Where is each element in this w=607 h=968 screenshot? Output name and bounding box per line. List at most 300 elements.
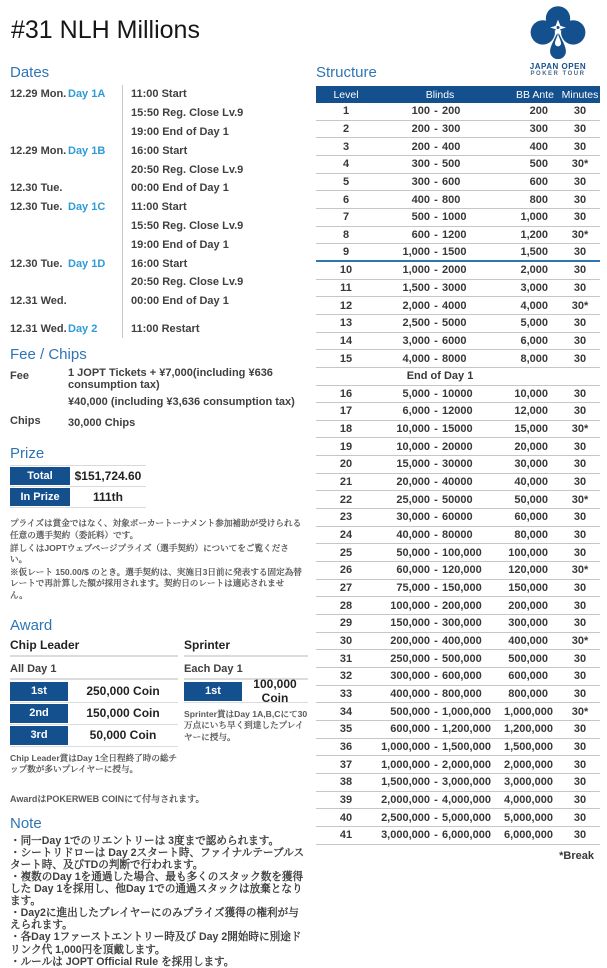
dates-row xyxy=(10,292,308,311)
blinds-dash: - xyxy=(434,317,438,330)
structure-ante-cell: 400 xyxy=(529,140,548,153)
chip-leader-block xyxy=(10,638,178,776)
big-blind-value: 3,000,000 xyxy=(442,776,491,789)
structure-level-row xyxy=(316,509,600,527)
time-label xyxy=(122,311,308,320)
blinds-dash: - xyxy=(434,740,438,753)
big-blind-value: 6,000,000 xyxy=(442,829,491,842)
structure-blinds-cell xyxy=(376,688,504,700)
dates-row xyxy=(10,179,308,198)
structure-level-row xyxy=(316,739,600,757)
blinds-dash: - xyxy=(434,776,438,789)
jopt-club-icon xyxy=(519,5,597,61)
blinds-dash: - xyxy=(434,529,438,542)
structure-blinds-cell xyxy=(376,653,504,665)
blinds-dash: - xyxy=(434,599,438,612)
big-blind-value: 800 xyxy=(442,193,461,206)
date-label: 12.30 Tue. xyxy=(10,182,63,195)
small-blind-value: 300 xyxy=(411,175,430,188)
structure-level-row xyxy=(316,333,600,351)
structure-ante-cell: 1,200,000 xyxy=(504,723,553,736)
big-blind-value: 200 xyxy=(442,105,461,118)
structure-level-row xyxy=(316,633,600,651)
structure-level-cell: 41 xyxy=(339,829,353,842)
structure-level-row xyxy=(316,262,600,280)
structure-level-cell: 12 xyxy=(339,299,353,312)
structure-minutes-cell: 30* xyxy=(571,228,589,241)
structure-blinds-cell xyxy=(376,564,504,576)
structure-minutes-cell: 30 xyxy=(573,140,587,153)
day-label: Day 2 xyxy=(68,322,98,335)
structure-level-row xyxy=(316,297,600,315)
time-label: 11:00 Start xyxy=(122,198,308,217)
structure-level-row xyxy=(316,138,600,156)
small-blind-value: 500 xyxy=(411,211,430,224)
award-rank-value: 50,000 Coin xyxy=(89,728,157,743)
prize-row-value: 111th xyxy=(92,490,124,505)
structure-blinds-cell xyxy=(376,582,504,594)
structure-ante-cell: 10,000 xyxy=(514,387,548,400)
blinds-dash: - xyxy=(434,405,438,418)
dates-row xyxy=(10,198,308,217)
structure-minutes-cell: 30 xyxy=(573,405,587,418)
sprinter-block xyxy=(184,638,308,776)
structure-ante-cell: 2,000 xyxy=(520,264,548,277)
structure-level-row xyxy=(316,527,600,545)
big-blind-value: 2,000,000 xyxy=(442,758,491,771)
dates-table xyxy=(10,85,308,338)
prize-note-line: ※仮レート 150.00/$ のとき。選手契約は、実施日3日前に発表する固定為替レートで再計算した額が採用されます。契約日のレートは適応されません。 xyxy=(10,566,302,600)
award-rank-row xyxy=(10,703,178,725)
prize-row-label: Total xyxy=(10,467,70,485)
structure-minutes-cell: 30 xyxy=(573,529,587,542)
structure-blinds-cell xyxy=(376,335,504,347)
structure-level-row xyxy=(316,580,600,598)
day-label: Day 1D xyxy=(68,257,106,270)
date-label: 12.30 Tue. xyxy=(10,257,63,270)
structure-ante-cell: 30,000 xyxy=(514,458,548,471)
structure-level-row xyxy=(316,756,600,774)
structure-blinds-cell xyxy=(376,812,504,824)
structure-level-cell: 16 xyxy=(339,387,353,400)
blinds-dash: - xyxy=(434,670,438,683)
structure-blinds-cell xyxy=(376,759,504,771)
structure-level-row xyxy=(316,386,600,404)
structure-level-row xyxy=(316,174,600,192)
small-blind-value: 6,000 xyxy=(402,405,430,418)
fee-row-label xyxy=(10,391,68,394)
blinds-dash: - xyxy=(434,105,438,118)
structure-blinds-cell xyxy=(376,511,504,523)
structure-minutes-cell: 30 xyxy=(573,317,587,330)
structure-ante-cell: 2,000,000 xyxy=(504,758,553,771)
structure-blinds-cell xyxy=(376,141,504,153)
prize-note-line: プライズは賞金ではなく、対象ポーカートーナメント参加補助が受けられる任意の選手契約（委託料）です。 xyxy=(10,518,302,540)
structure-level-row xyxy=(316,191,600,209)
structure-minutes-cell: 30 xyxy=(573,652,587,665)
structure-ante-cell: 1,000,000 xyxy=(504,705,553,718)
big-blind-value: 300,000 xyxy=(442,617,482,630)
blinds-dash: - xyxy=(434,193,438,206)
structure-minutes-cell: 30* xyxy=(571,705,589,718)
structure-level-cell: 19 xyxy=(339,440,353,453)
big-blind-value: 80000 xyxy=(442,529,473,542)
structure-level-cell: 20 xyxy=(339,458,353,471)
small-blind-value: 500,000 xyxy=(390,705,430,718)
structure-minutes-cell: 30 xyxy=(573,334,587,347)
dates-row xyxy=(10,235,308,254)
structure-break-footnote: *Break xyxy=(559,849,594,862)
structure-ante-cell: 300 xyxy=(529,122,548,135)
structure-level-row xyxy=(316,209,600,227)
big-blind-value: 20000 xyxy=(442,440,473,453)
structure-minutes-cell: 30 xyxy=(573,458,587,471)
chip-leader-table xyxy=(10,681,178,747)
structure-blinds-cell xyxy=(376,706,504,718)
structure-level-row xyxy=(316,244,600,262)
time-label: 16:00 Start xyxy=(122,254,308,273)
prize-row xyxy=(10,466,146,487)
structure-blinds-cell xyxy=(376,829,504,841)
structure-level-row xyxy=(316,121,600,139)
structure-level-row xyxy=(316,315,600,333)
small-blind-value: 10,000 xyxy=(396,423,430,436)
small-blind-value: 50,000 xyxy=(396,546,430,559)
blinds-dash: - xyxy=(434,811,438,824)
left-column xyxy=(10,64,308,968)
award-rank-label: 3rd xyxy=(10,726,68,745)
structure-ante-cell: 200,000 xyxy=(508,599,548,612)
structure-minutes-cell: 30 xyxy=(573,387,587,400)
structure-ante-cell: 50,000 xyxy=(514,493,548,506)
structure-ante-cell: 40,000 xyxy=(514,476,548,489)
structure-level-row xyxy=(316,280,600,298)
award-rank-row xyxy=(184,677,308,706)
dates-row xyxy=(10,123,308,142)
structure-blinds-cell xyxy=(376,547,504,559)
blinds-dash: - xyxy=(434,264,438,277)
small-blind-value: 300 xyxy=(411,158,430,171)
structure-minutes-cell: 30 xyxy=(573,829,587,842)
big-blind-value: 15000 xyxy=(442,423,473,436)
blinds-dash: - xyxy=(434,122,438,135)
small-blind-value: 600,000 xyxy=(390,723,430,736)
time-label: 20:50 Reg. Close Lv.9 xyxy=(122,273,308,292)
small-blind-value: 300,000 xyxy=(390,670,430,683)
small-blind-value: 3,000 xyxy=(402,334,430,347)
structure-level-row xyxy=(316,156,600,174)
dates-row xyxy=(10,217,308,236)
fee-row xyxy=(10,391,308,412)
blinds-dash: - xyxy=(434,175,438,188)
chip-leader-title: Chip Leader xyxy=(10,638,178,657)
structure-ante-cell: 1,500,000 xyxy=(504,740,553,753)
structure-ante-cell: 150,000 xyxy=(508,582,548,595)
blinds-dash: - xyxy=(434,387,438,400)
small-blind-value: 1,500 xyxy=(402,281,430,294)
structure-minutes-cell: 30 xyxy=(573,599,587,612)
date-label: 12.31 Wed. xyxy=(10,295,67,308)
time-label: 19:00 End of Day 1 xyxy=(122,235,308,254)
structure-level-row xyxy=(316,421,600,439)
small-blind-value: 250,000 xyxy=(390,652,430,665)
structure-level-cell: 8 xyxy=(342,228,350,241)
blinds-dash: - xyxy=(434,758,438,771)
small-blind-value: 20,000 xyxy=(396,476,430,489)
structure-ante-cell: 600 xyxy=(529,175,548,188)
structure-blinds-cell xyxy=(376,635,504,647)
small-blind-value: 15,000 xyxy=(396,458,430,471)
structure-blinds-cell xyxy=(376,600,504,612)
structure-blinds-cell xyxy=(376,476,504,488)
big-blind-value: 12000 xyxy=(442,405,473,418)
structure-minutes-cell: 30 xyxy=(573,617,587,630)
structure-ante-cell: 4,000 xyxy=(520,299,548,312)
blinds-dash: - xyxy=(434,476,438,489)
structure-level-cell: 2 xyxy=(342,122,350,135)
structure-blinds-cell xyxy=(376,282,504,294)
blinds-dash: - xyxy=(434,652,438,665)
small-blind-value: 2,000,000 xyxy=(381,793,430,806)
blinds-dash: - xyxy=(434,158,438,171)
structure-minutes-cell: 30* xyxy=(571,564,589,577)
structure-blinds-cell xyxy=(376,246,504,258)
structure-level-cell: 24 xyxy=(339,529,353,542)
small-blind-value: 2,500,000 xyxy=(381,811,430,824)
time-label: 20:50 Reg. Close Lv.9 xyxy=(122,160,308,179)
note-heading: Note xyxy=(10,814,42,832)
small-blind-value: 1,000,000 xyxy=(381,758,430,771)
blinds-dash: - xyxy=(434,493,438,506)
note-item: ・各Day 1ファーストエントリー時及び Day 2開始時に別途ドリンク代 1,000円を頂戴します。 xyxy=(10,931,302,956)
small-blind-value: 150,000 xyxy=(390,617,430,630)
structure-level-cell: 18 xyxy=(339,423,353,436)
structure-blinds-cell xyxy=(376,353,504,365)
structure-level-cell: 28 xyxy=(339,599,353,612)
structure-ante-cell: 800,000 xyxy=(508,687,548,700)
structure-level-cell: 13 xyxy=(339,317,353,330)
big-blind-value: 200,000 xyxy=(442,599,482,612)
time-label: 15:50 Reg. Close Lv.9 xyxy=(122,104,308,123)
dates-row xyxy=(10,160,308,179)
dates-row xyxy=(10,104,308,123)
structure-ante-cell: 600,000 xyxy=(508,670,548,683)
structure-blinds-cell xyxy=(376,158,504,170)
structure-blinds-cell xyxy=(376,176,504,188)
fee-row xyxy=(10,367,308,391)
structure-blinds-cell xyxy=(376,317,504,329)
small-blind-value: 40,000 xyxy=(396,529,430,542)
structure-ante-cell: 3,000 xyxy=(520,281,548,294)
structure-blinds-cell xyxy=(376,211,504,223)
sprinter-title: Sprinter xyxy=(184,638,308,657)
note-item: ・Day2に進出したプレイヤーにのみプライズ獲得の権利が与えられます。 xyxy=(10,907,299,932)
fee-row-value: ¥40,000 (including ¥3,636 consumption tax) xyxy=(68,395,295,408)
structure-ante-cell: 500 xyxy=(529,158,548,171)
big-blind-value: 1,500,000 xyxy=(442,740,491,753)
blinds-dash: - xyxy=(434,352,438,365)
structure-minutes-cell: 30 xyxy=(573,670,587,683)
small-blind-value: 400,000 xyxy=(390,687,430,700)
time-label: 00:00 End of Day 1 xyxy=(122,179,308,198)
structure-minutes-cell: 30* xyxy=(571,299,589,312)
structure-blinds-cell xyxy=(376,105,504,117)
structure-rows xyxy=(316,103,600,845)
structure-endday-label: End of Day 1 xyxy=(406,370,474,383)
structure-minutes-cell: 30* xyxy=(571,493,589,506)
structure-minutes-cell: 30 xyxy=(573,440,587,453)
structure-level-row xyxy=(316,103,600,121)
structure-minutes-cell: 30* xyxy=(571,635,589,648)
dates-gap-row xyxy=(10,311,308,320)
small-blind-value: 2,500 xyxy=(402,317,430,330)
date-label: 12.29 Mon. xyxy=(10,144,67,157)
structure-minutes-cell: 30 xyxy=(573,582,587,595)
small-blind-value: 3,000,000 xyxy=(381,829,430,842)
structure-level-cell: 27 xyxy=(339,582,353,595)
small-blind-value: 75,000 xyxy=(396,582,430,595)
structure-ante-cell: 1,200 xyxy=(520,228,548,241)
structure-level-row xyxy=(316,792,600,810)
award-rank-value: 100,000 Coin xyxy=(253,677,297,706)
structure-minutes-cell: 30 xyxy=(573,758,587,771)
sprinter-table xyxy=(184,677,308,706)
structure-blinds-cell xyxy=(376,670,504,682)
small-blind-value: 25,000 xyxy=(396,493,430,506)
small-blind-value: 200 xyxy=(411,140,430,153)
big-blind-value: 5,000,000 xyxy=(442,811,491,824)
blinds-dash: - xyxy=(434,334,438,347)
big-blind-value: 600,000 xyxy=(442,670,482,683)
structure-level-row xyxy=(316,703,600,721)
structure-blinds-cell xyxy=(376,194,504,206)
date-label: 12.29 Mon. xyxy=(10,88,67,101)
structure-level-cell: 3 xyxy=(342,140,350,153)
structure-blinds-cell xyxy=(376,229,504,241)
structure-level-row xyxy=(316,809,600,827)
structure-minutes-cell: 30 xyxy=(573,352,587,365)
structure-level-cell: 22 xyxy=(339,493,353,506)
structure-level-cell: 33 xyxy=(339,687,353,700)
time-label: 19:00 End of Day 1 xyxy=(122,123,308,142)
structure-ante-cell: 6,000 xyxy=(520,334,548,347)
award-heading: Award xyxy=(10,616,53,634)
fee-chips-table xyxy=(10,367,308,433)
blinds-dash: - xyxy=(434,423,438,436)
structure-blinds-cell xyxy=(376,794,504,806)
small-blind-value: 60,000 xyxy=(396,564,430,577)
structure-level-cell: 34 xyxy=(339,705,353,718)
big-blind-value: 3000 xyxy=(442,281,467,294)
structure-ante-cell: 1,500 xyxy=(520,246,548,259)
sprinter-subtitle: Each Day 1 xyxy=(184,663,308,680)
fee-chips-heading: Fee / Chips xyxy=(10,346,87,364)
structure-level-row xyxy=(316,227,600,245)
structure-level-cell: 26 xyxy=(339,564,353,577)
blinds-dash: - xyxy=(434,440,438,453)
structure-level-row xyxy=(316,403,600,421)
big-blind-value: 40000 xyxy=(442,476,473,489)
structure-level-row xyxy=(316,562,600,580)
big-blind-value: 600 xyxy=(442,175,461,188)
structure-header-ante: BB Ante xyxy=(516,88,554,101)
prize-notes xyxy=(10,518,302,601)
time-label: 15:50 Reg. Close Lv.9 xyxy=(122,217,308,236)
structure-level-cell: 14 xyxy=(339,334,353,347)
structure-level-cell: 17 xyxy=(339,405,353,418)
structure-ante-cell: 1,000 xyxy=(520,211,548,224)
structure-level-cell: 38 xyxy=(339,776,353,789)
big-blind-value: 1,000,000 xyxy=(442,705,491,718)
structure-level-row xyxy=(316,774,600,792)
fee-row-label: Chips xyxy=(10,415,41,428)
structure-blinds-cell xyxy=(376,617,504,629)
dates-row xyxy=(10,273,308,292)
blinds-dash: - xyxy=(434,793,438,806)
prize-heading: Prize xyxy=(10,445,45,463)
note-item: ・ルールは JOPT Official Rule を採用します。 xyxy=(10,955,235,968)
prize-table xyxy=(10,465,146,508)
dates-row xyxy=(10,85,308,104)
time-label: 00:00 End of Day 1 xyxy=(122,292,308,311)
sprinter-note: Sprinter賞はDay 1A,B,Cにて30万点にいち早く到達したプレイヤーに授与。 xyxy=(184,708,308,742)
structure-level-cell: 1 xyxy=(342,105,350,118)
structure-blinds-cell xyxy=(376,388,504,400)
structure-minutes-cell: 30 xyxy=(573,175,587,188)
structure-level-cell: 32 xyxy=(339,670,353,683)
structure-ante-cell: 5,000,000 xyxy=(504,811,553,824)
structure-level-row xyxy=(316,438,600,456)
small-blind-value: 2,000 xyxy=(402,299,430,312)
blinds-dash: - xyxy=(434,246,438,259)
structure-blinds-cell xyxy=(376,423,504,435)
structure-minutes-cell: 30 xyxy=(573,211,587,224)
structure-minutes-cell: 30 xyxy=(573,511,587,524)
page-title: #31 NLH Millions xyxy=(11,16,200,44)
big-blind-value: 1500 xyxy=(442,246,467,259)
dates-heading: Dates xyxy=(10,64,50,81)
structure-blinds-cell xyxy=(376,264,504,276)
structure-header-minutes: Minutes xyxy=(561,88,599,101)
structure-level-cell: 9 xyxy=(342,246,350,259)
structure-minutes-cell: 30 xyxy=(573,193,587,206)
structure-minutes-cell: 30 xyxy=(573,105,587,118)
big-blind-value: 1200 xyxy=(442,228,467,241)
big-blind-value: 4000 xyxy=(442,299,467,312)
big-blind-value: 800,000 xyxy=(442,687,482,700)
structure-level-cell: 29 xyxy=(339,617,353,630)
prize-row-label: In Prize xyxy=(10,488,70,506)
structure-level-row xyxy=(316,350,600,368)
structure-level-cell: 15 xyxy=(339,352,353,365)
fee-row-label: Fee xyxy=(10,370,29,383)
structure-minutes-cell: 30 xyxy=(573,811,587,824)
structure-minutes-cell: 30 xyxy=(573,687,587,700)
structure-level-cell: 6 xyxy=(342,193,350,206)
structure-level-row xyxy=(316,721,600,739)
structure-level-cell: 25 xyxy=(339,546,353,559)
prize-note-line: 詳しくはJOPTウェブページプライズ（選手契約）についてをご覧ください。 xyxy=(10,542,289,565)
award-rank-label: 2nd xyxy=(10,704,68,723)
structure-blinds-cell xyxy=(376,300,504,312)
big-blind-value: 30000 xyxy=(442,458,473,471)
time-label: 11:00 Restart xyxy=(122,320,308,339)
dates-row xyxy=(10,141,308,160)
date-label: 12.30 Tue. xyxy=(10,201,63,214)
structure-section xyxy=(316,64,600,862)
date-label: 12.31 Wed. xyxy=(10,322,67,335)
award-rank-row xyxy=(10,681,178,703)
